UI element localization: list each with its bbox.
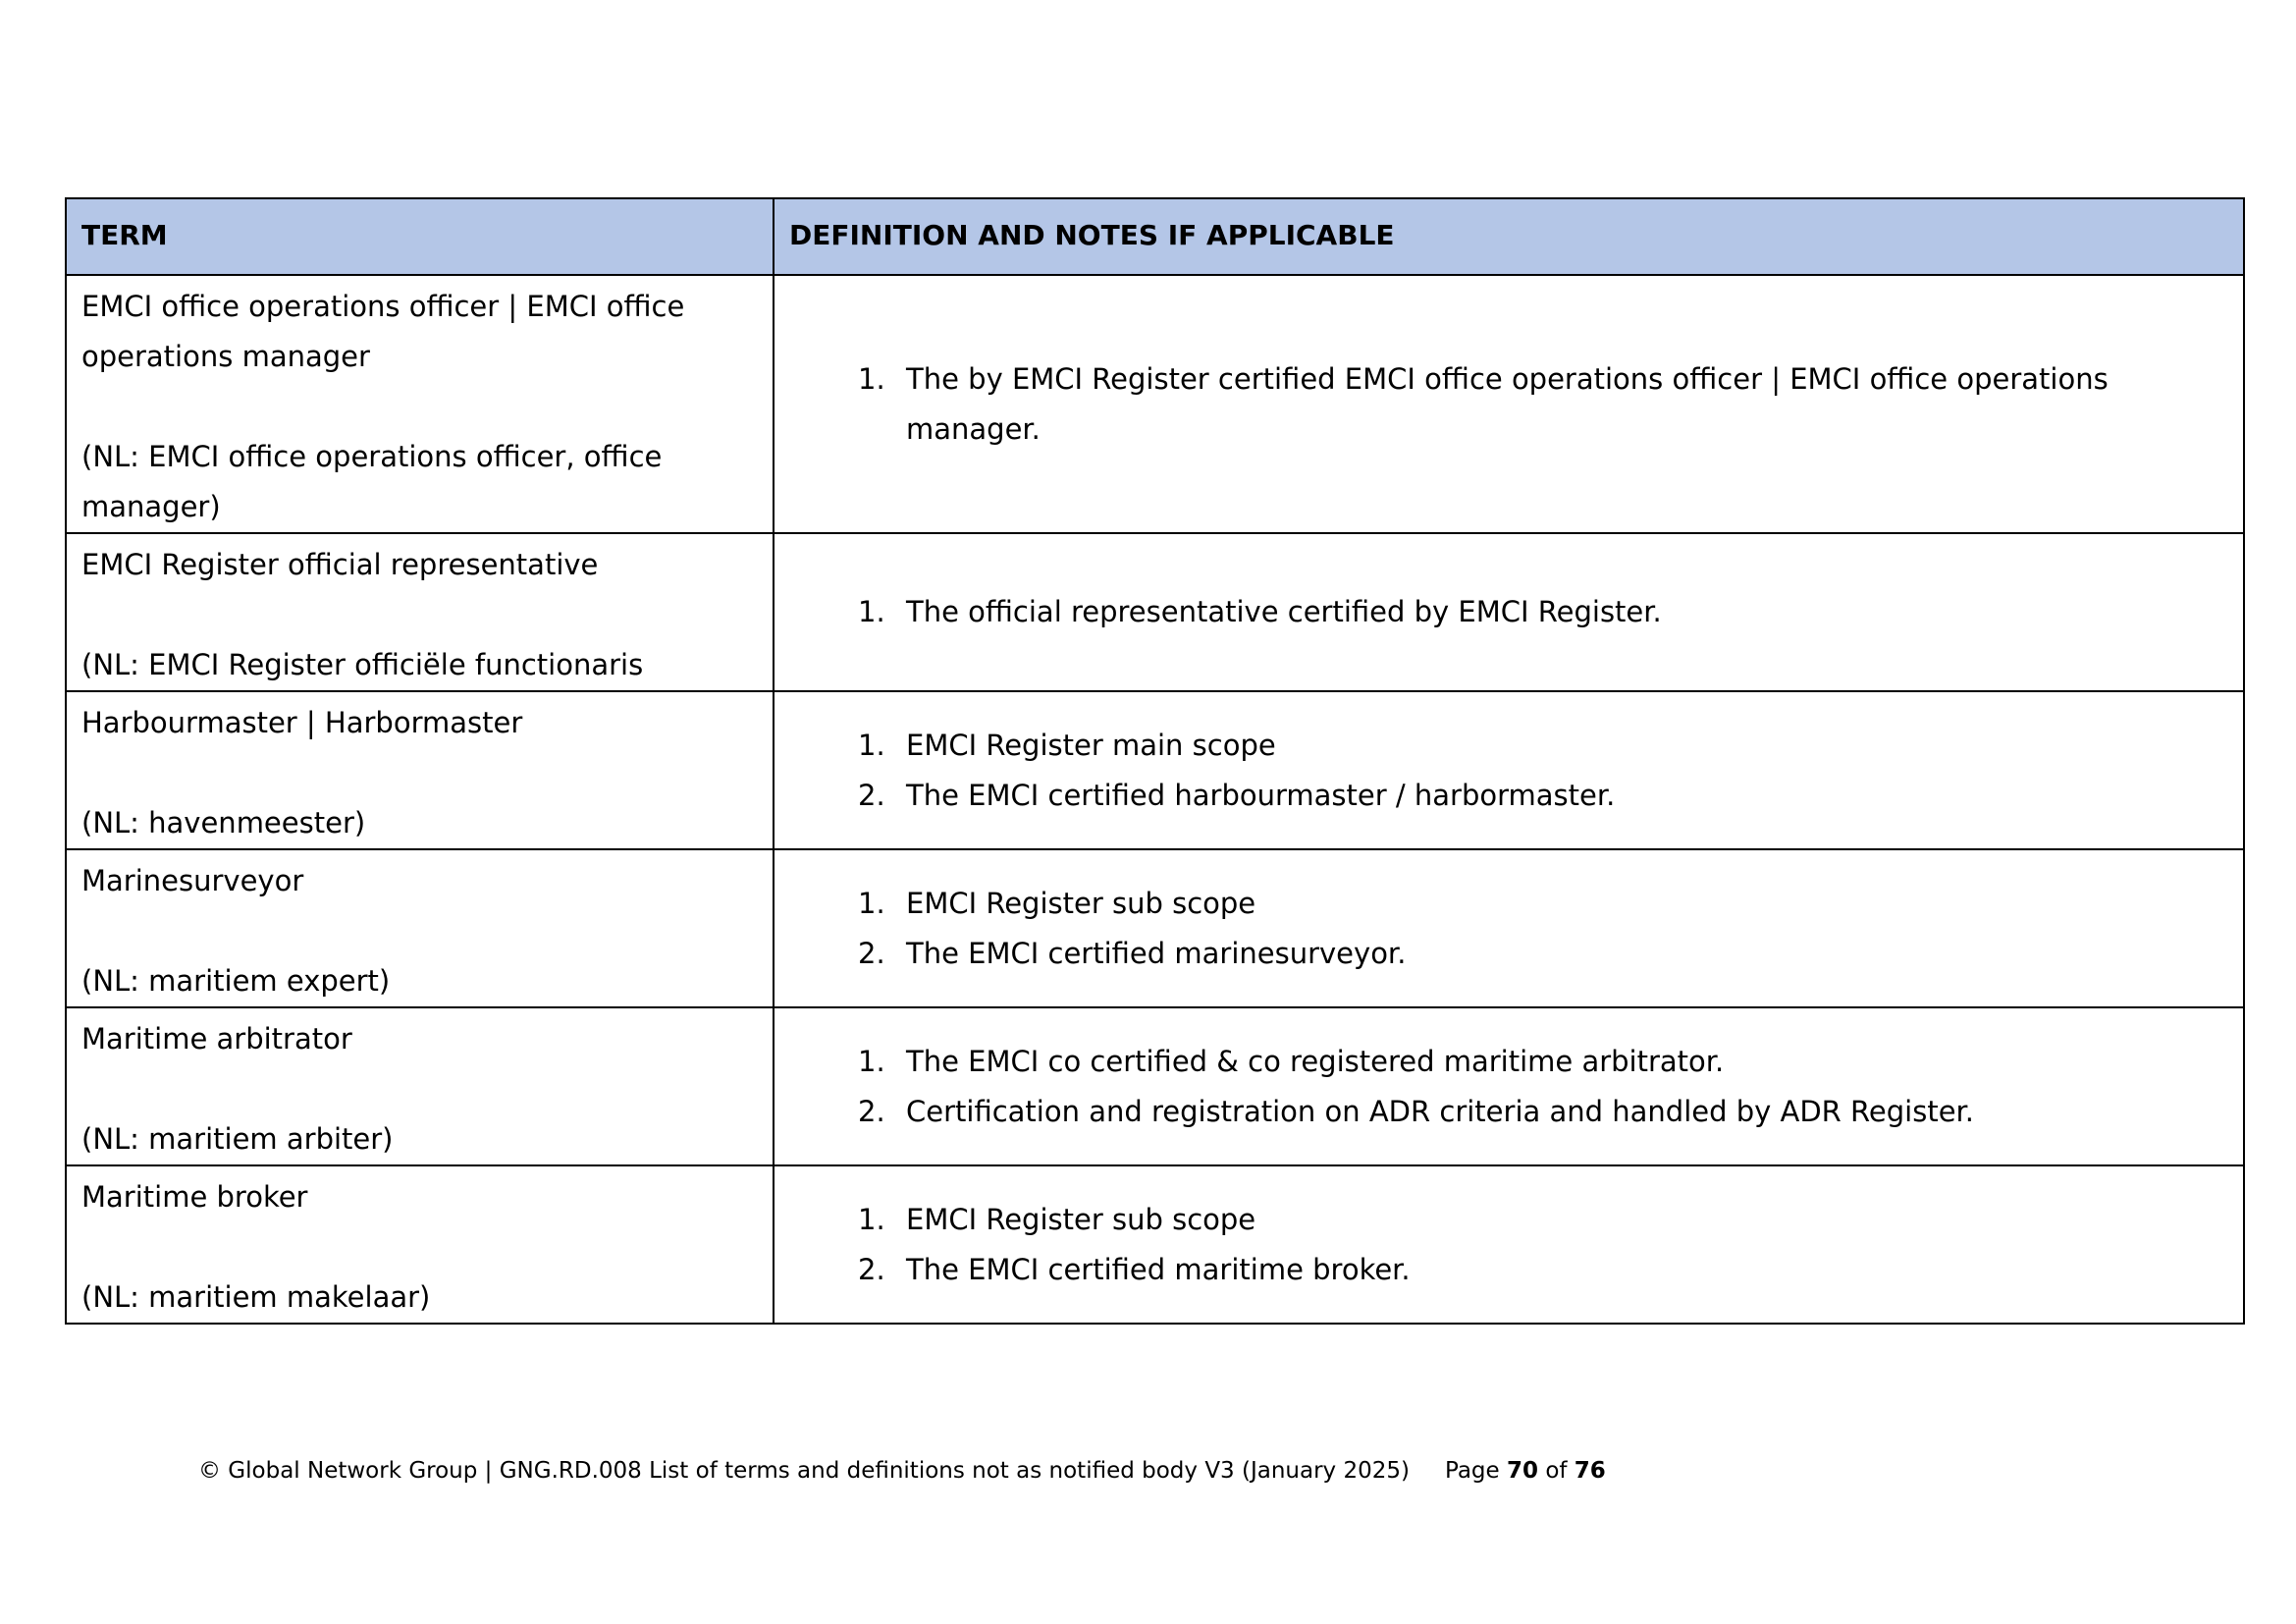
table-header-row: [66, 198, 2244, 275]
term-name: Maritime broker: [81, 1180, 308, 1214]
header-definition: DEFINITION AND NOTES IF APPLICABLE: [774, 198, 2244, 275]
term-nl-translation: (NL: EMCI office operations officer, office manager): [81, 440, 663, 523]
list-item: 1. EMCI Register sub scope: [858, 886, 1256, 920]
term-cell: [66, 691, 774, 849]
term-name: EMCI office operations officer | EMCI office operations manager: [81, 290, 685, 373]
page-current: 70: [1506, 1458, 1538, 1484]
term-nl-translation: (NL: EMCI Register officiële functionaris: [81, 648, 644, 681]
term-nl-translation: (NL: maritiem arbiter): [81, 1122, 394, 1156]
term-cell: [66, 275, 774, 533]
definition-cell: [774, 1165, 2244, 1324]
footer-copyright: © Global Network Group | GNG.RD.008 List of terms and definitions not as notified body V3 (January 2025): [198, 1458, 1410, 1484]
list-item: 1. The by EMCI Register certified EMCI office operations officer | EMCI office operations manager.: [858, 361, 2109, 446]
list-item: 2. Certification and registration on ADR criteria and handled by ADR Register.: [858, 1094, 1975, 1128]
list-item: 2. The EMCI certified harbourmaster / harbormaster.: [858, 778, 1616, 812]
definition-cell: [774, 691, 2244, 849]
list-item: 2. The EMCI certified marinesurveyor.: [858, 936, 1407, 970]
term-nl-translation: (NL: maritiem expert): [81, 964, 391, 998]
list-item: 1. EMCI Register main scope: [858, 728, 1276, 762]
definition-list: [789, 354, 2228, 455]
table-row: [66, 533, 2244, 691]
definition-cell: [774, 849, 2244, 1007]
table-row: [66, 691, 2244, 849]
table-row: [66, 1165, 2244, 1324]
list-item: 1. EMCI Register sub scope: [858, 1202, 1256, 1236]
term-nl-translation: (NL: maritiem makelaar): [81, 1280, 431, 1314]
term-name: EMCI Register official representative: [81, 548, 599, 581]
definition-cell: [774, 1007, 2244, 1165]
page-total: 76: [1574, 1458, 1606, 1484]
definition-cell: [774, 275, 2244, 533]
term-nl-translation: (NL: havenmeester): [81, 806, 366, 839]
table-row: [66, 275, 2244, 533]
page-footer: [198, 1458, 1606, 1484]
definition-cell: [774, 533, 2244, 691]
definition-list: [789, 879, 2228, 979]
definition-list: [789, 1037, 2228, 1137]
terms-table: [65, 197, 2245, 1325]
definition-list: [789, 1195, 2228, 1295]
header-term: TERM: [66, 198, 774, 275]
table-row: [66, 1007, 2244, 1165]
term-name: Marinesurveyor: [81, 864, 304, 897]
term-name: Maritime arbitrator: [81, 1022, 352, 1056]
term-cell: [66, 849, 774, 1007]
term-cell: [66, 1007, 774, 1165]
definition-list: [789, 587, 2228, 637]
page-number: Page 70 of 76: [1444, 1458, 1606, 1484]
list-item: 1. The EMCI co certified & co registered maritime arbitrator.: [858, 1044, 1725, 1078]
definition-list: [789, 721, 2228, 821]
table-row: [66, 849, 2244, 1007]
term-name: Harbourmaster | Harbormaster: [81, 706, 523, 739]
term-cell: [66, 1165, 774, 1324]
term-cell: [66, 533, 774, 691]
list-item: 2. The EMCI certified maritime broker.: [858, 1252, 1411, 1286]
list-item: 1. The official representative certified by EMCI Register.: [858, 595, 1662, 628]
